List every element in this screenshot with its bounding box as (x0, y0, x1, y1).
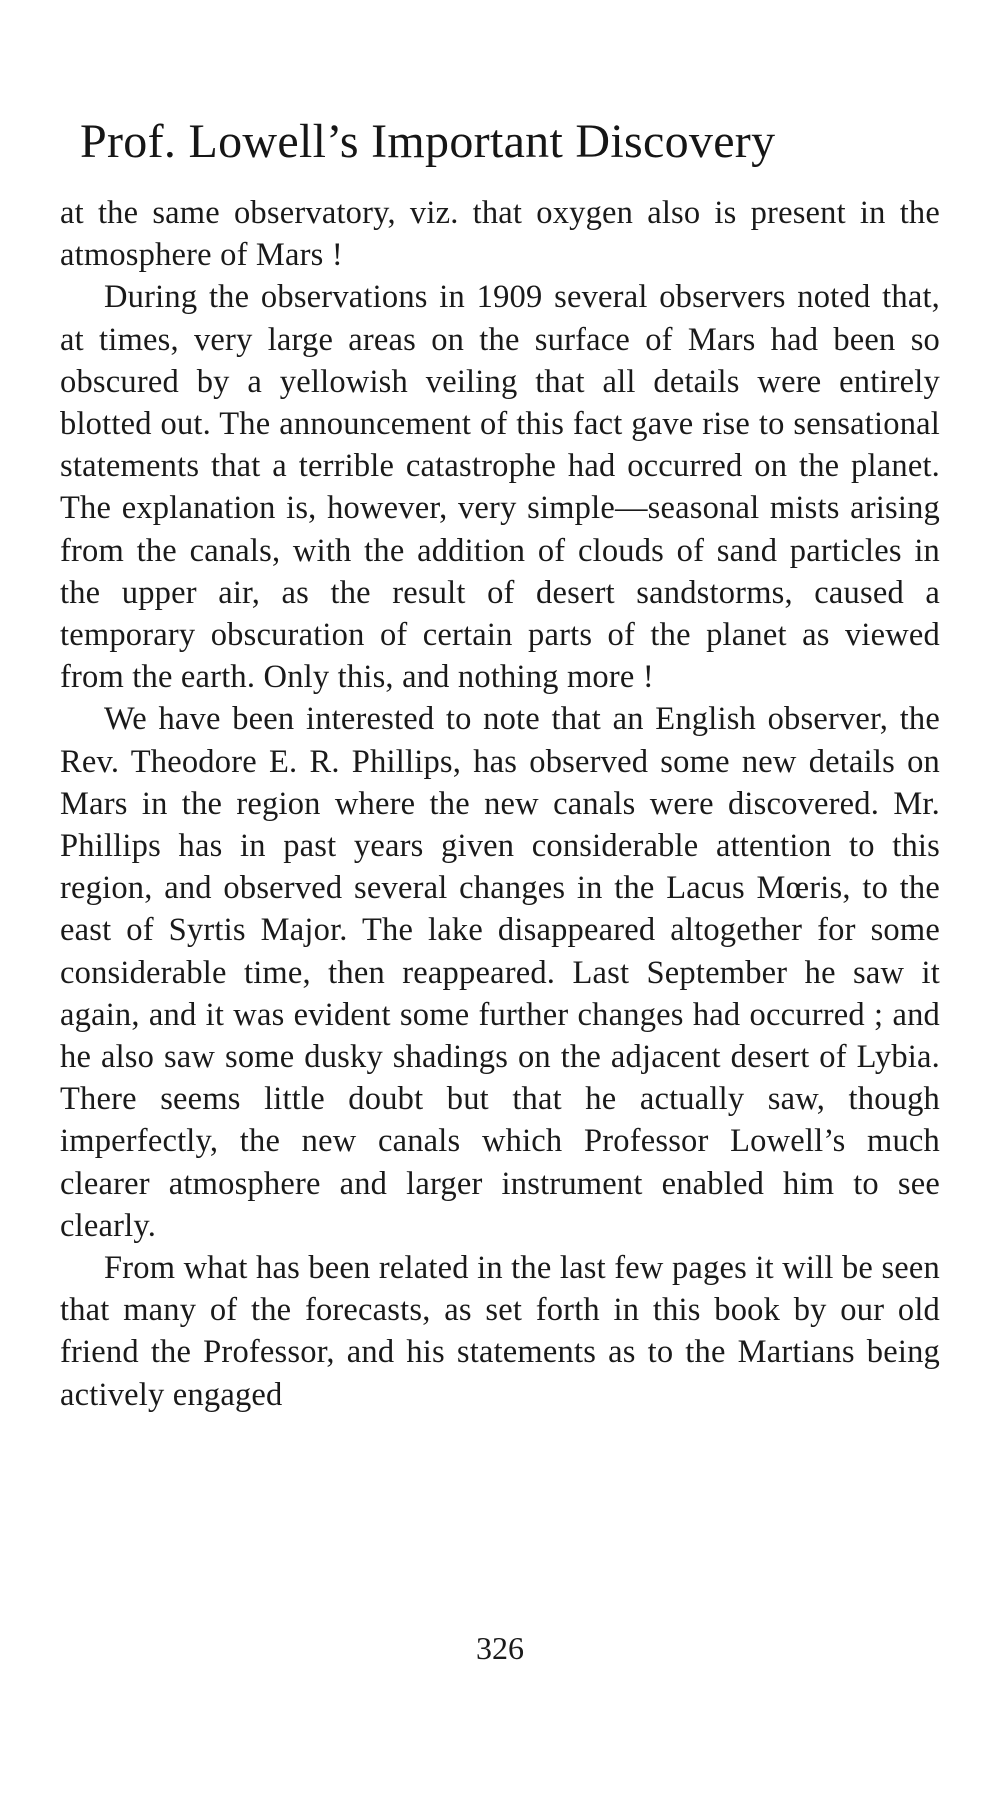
running-title: Prof. Lowell’s Important Discovery (80, 115, 776, 168)
page-number: 326 (476, 1630, 524, 1666)
paragraph-english-observer: We have been interested to note that an English observer, the Rev. Theodore E. R. Phillips, has observed some new details on Mars in the region where the new canals were discovered. Mr. Phillips has in past years given considerable attention to this region, and observed several changes in the Lacus Mœris, to the east of Syrtis Major. The lake disappeared altogether for some considerable time, then reappeared. Last September he saw it again, and it was evident some further changes had occurred ; and he also saw some dusky shadings on the adjacent desert of Lybia. There seems little doubt but that he actually saw, though imperfectly, the new canals which Professor Lowell’s much clearer atmosphere and larger instrument enabled him to see clearly. (60, 701, 940, 1244)
paragraph-observations-1909: During the observations in 1909 several observers noted that, at times, very large areas on the surface of Mars had been so obscured by a yellowish veiling that all details were entirely blotted out. The announcement of this fact gave rise to sensational statements that a terrible catastrophe had occurred on the planet. The explanation is, however, very simple—seasonal mists arising from the canals, with the addition of clouds of sand particles in the upper air, as the result of desert sandstorms, caused a temporary obscuration of certain parts of the planet as viewed from the earth. Only this, and nothing more ! (60, 279, 940, 696)
paragraph-continuation: at the same observatory, viz. that oxygen also is present in the atmosphere of Mars ! (60, 195, 940, 274)
body-text (60, 192, 940, 1416)
paragraph-forecasts: From what has been related in the last few pages it will be seen that many of the forecasts, as set forth in this book by our old friend the Professor, and his statements as to the Martians being actively engaged (60, 1250, 940, 1413)
